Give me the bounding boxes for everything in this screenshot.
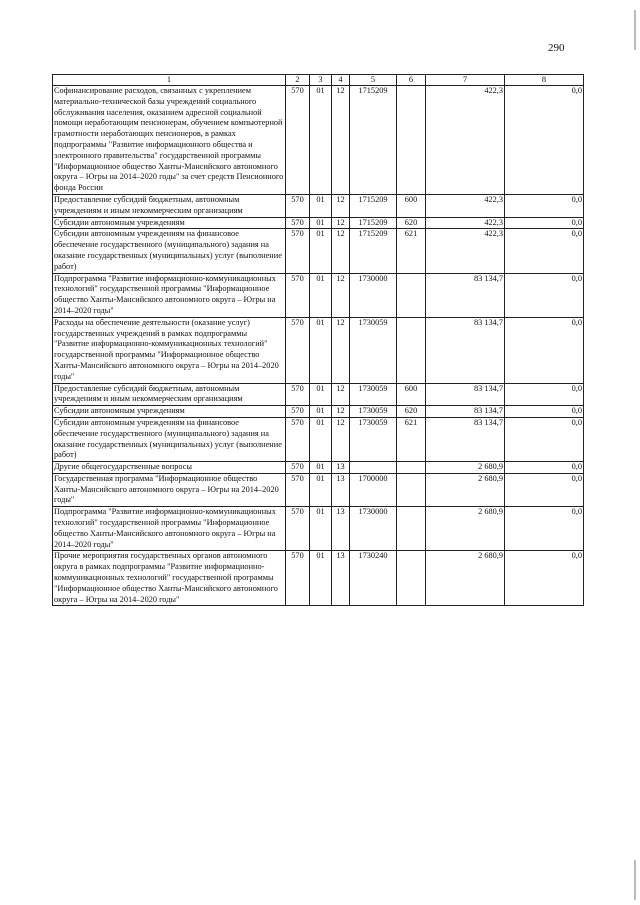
- section-cell: 01: [310, 217, 332, 229]
- row-name-cell: Подпрограмма "Развитие информационно-коммуникационных технологий" государственной программы "Информационное общество Ханты-Мансийского автономного округа – Югры на 2014–2020 годы": [53, 507, 286, 551]
- admin-code-cell: 570: [286, 417, 310, 461]
- target-item-cell: 1730059: [350, 417, 397, 461]
- table-body: [53, 86, 584, 606]
- row-name-cell: Субсидии автономным учреждениям: [53, 406, 286, 418]
- target-item-cell: 1715209: [350, 194, 397, 217]
- amount-second-cell: 0,0: [505, 229, 584, 273]
- amount-cell: 2 680,9: [426, 507, 505, 551]
- amount-cell: 422,3: [426, 217, 505, 229]
- subsection-cell: 12: [332, 317, 350, 383]
- table-row: [53, 406, 584, 418]
- amount-second-cell: 0,0: [505, 406, 584, 418]
- amount-cell: 422,3: [426, 229, 505, 273]
- expense-type-cell: 600: [397, 383, 426, 406]
- section-cell: 01: [310, 229, 332, 273]
- expense-type-cell: [397, 473, 426, 506]
- target-item-cell: 1730240: [350, 551, 397, 606]
- target-item-cell: 1730059: [350, 317, 397, 383]
- amount-second-cell: 0,0: [505, 551, 584, 606]
- admin-code-cell: 570: [286, 217, 310, 229]
- amount-second-cell: 0,0: [505, 417, 584, 461]
- table-row: [53, 86, 584, 195]
- row-name-cell: Предоставление субсидий бюджетным, автономным учреждениям и иным некоммерческим организациям: [53, 194, 286, 217]
- subsection-cell: 13: [332, 473, 350, 506]
- admin-code-cell: 570: [286, 462, 310, 474]
- target-item-cell: 1730000: [350, 507, 397, 551]
- row-name-cell: Субсидии автономным учреждениям: [53, 217, 286, 229]
- target-item-cell: 1715209: [350, 217, 397, 229]
- subsection-cell: 12: [332, 86, 350, 195]
- subsection-cell: 12: [332, 194, 350, 217]
- subsection-cell: 13: [332, 551, 350, 606]
- amount-second-cell: 0,0: [505, 217, 584, 229]
- target-item-cell: 1715209: [350, 229, 397, 273]
- table-row: [53, 317, 584, 383]
- row-name-cell: Софинансирование расходов, связанных с укреплением материально-технической базы учреждений социального обслуживания населения, оказанием адресной социальной помощи неработающим пенсионерам, обучением компьютерной грамотности неработающих пенсионеров, в рамках подпрограммы "Развитие информационного общества и электронного правительства" государственной программы "Информационное общество Ханты-Мансийского автономного округа – Югры на 2014–2020 годы" за счет средств Пенсионного фонда России: [53, 86, 286, 195]
- target-item-cell: 1700000: [350, 473, 397, 506]
- table-row: [53, 194, 584, 217]
- amount-second-cell: 0,0: [505, 507, 584, 551]
- section-cell: 01: [310, 417, 332, 461]
- scan-edge-mark: [634, 10, 636, 50]
- row-name-cell: Субсидии автономным учреждениям на финансовое обеспечение государственного (муниципального) задания на оказание государственных (муниципальных) услуг (выполнение работ): [53, 229, 286, 273]
- amount-cell: 83 134,7: [426, 383, 505, 406]
- header-row: [53, 75, 584, 86]
- column-header: 1: [53, 75, 286, 86]
- admin-code-cell: 570: [286, 383, 310, 406]
- table-row: [53, 217, 584, 229]
- table-row: [53, 473, 584, 506]
- subsection-cell: 13: [332, 462, 350, 474]
- admin-code-cell: 570: [286, 473, 310, 506]
- column-header: 7: [426, 75, 505, 86]
- section-cell: 01: [310, 406, 332, 418]
- section-cell: 01: [310, 317, 332, 383]
- row-name-cell: Другие общегосударственные вопросы: [53, 462, 286, 474]
- amount-second-cell: 0,0: [505, 194, 584, 217]
- admin-code-cell: 570: [286, 273, 310, 317]
- admin-code-cell: 570: [286, 406, 310, 418]
- amount-second-cell: 0,0: [505, 317, 584, 383]
- admin-code-cell: 570: [286, 194, 310, 217]
- admin-code-cell: 570: [286, 229, 310, 273]
- expense-type-cell: 620: [397, 217, 426, 229]
- amount-second-cell: 0,0: [505, 86, 584, 195]
- expense-type-cell: [397, 551, 426, 606]
- column-header: 3: [310, 75, 332, 86]
- row-name-cell: Государственная программа "Информационное общество Ханты-Мансийского автономного округа – Югры на 2014–2020 годы": [53, 473, 286, 506]
- column-header: 2: [286, 75, 310, 86]
- expense-type-cell: [397, 86, 426, 195]
- expense-type-cell: 621: [397, 229, 426, 273]
- section-cell: 01: [310, 273, 332, 317]
- amount-second-cell: 0,0: [505, 383, 584, 406]
- target-item-cell: [350, 462, 397, 474]
- subsection-cell: 12: [332, 273, 350, 317]
- section-cell: 01: [310, 473, 332, 506]
- admin-code-cell: 570: [286, 317, 310, 383]
- subsection-cell: 12: [332, 383, 350, 406]
- amount-cell: 83 134,7: [426, 406, 505, 418]
- subsection-cell: 12: [332, 217, 350, 229]
- row-name-cell: Субсидии автономным учреждениям на финансовое обеспечение государственного (муниципального) задания на оказание государственных (муниципальных) услуг (выполнение работ): [53, 417, 286, 461]
- subsection-cell: 12: [332, 229, 350, 273]
- column-header: 8: [505, 75, 584, 86]
- amount-cell: 83 134,7: [426, 417, 505, 461]
- subsection-cell: 13: [332, 507, 350, 551]
- expense-type-cell: 600: [397, 194, 426, 217]
- amount-cell: 83 134,7: [426, 317, 505, 383]
- column-header: 5: [350, 75, 397, 86]
- admin-code-cell: 570: [286, 551, 310, 606]
- amount-cell: 2 680,9: [426, 551, 505, 606]
- section-cell: 01: [310, 383, 332, 406]
- target-item-cell: 1730059: [350, 383, 397, 406]
- admin-code-cell: 570: [286, 507, 310, 551]
- amount-cell: 2 680,9: [426, 473, 505, 506]
- row-name-cell: Прочие мероприятия государственных органов автономного округа в рамках подпрограммы "Развитие информационно-коммуникационных технологий" государственной программы "Информационное общество Ханты-Мансийского автономного округа – Югры на 2014–2020 годы": [53, 551, 286, 606]
- section-cell: 01: [310, 551, 332, 606]
- subsection-cell: 12: [332, 417, 350, 461]
- column-header: 6: [397, 75, 426, 86]
- table-row: [53, 273, 584, 317]
- expense-type-cell: [397, 507, 426, 551]
- amount-cell: 422,3: [426, 86, 505, 195]
- table-row: [53, 383, 584, 406]
- table-row: [53, 417, 584, 461]
- section-cell: 01: [310, 507, 332, 551]
- budget-table: [52, 74, 584, 606]
- table-row: [53, 229, 584, 273]
- scan-edge-mark: [634, 860, 636, 900]
- amount-cell: 2 680,9: [426, 462, 505, 474]
- amount-second-cell: 0,0: [505, 462, 584, 474]
- page-number: 290: [548, 42, 565, 54]
- amount-second-cell: 0,0: [505, 473, 584, 506]
- section-cell: 01: [310, 86, 332, 195]
- table-row: [53, 551, 584, 606]
- amount-cell: 422,3: [426, 194, 505, 217]
- row-name-cell: Подпрограмма "Развитие информационно-коммуникационных технологий" государственной программы "Информационное общество Ханты-Мансийского автономного округа – Югры на 2014–2020 годы": [53, 273, 286, 317]
- amount-cell: 83 134,7: [426, 273, 505, 317]
- section-cell: 01: [310, 462, 332, 474]
- table-row: [53, 507, 584, 551]
- expense-type-cell: 620: [397, 406, 426, 418]
- expense-type-cell: [397, 317, 426, 383]
- column-header: 4: [332, 75, 350, 86]
- section-cell: 01: [310, 194, 332, 217]
- row-name-cell: Предоставление субсидий бюджетным, автономным учреждениям и иным некоммерческим организациям: [53, 383, 286, 406]
- target-item-cell: 1715209: [350, 86, 397, 195]
- target-item-cell: 1730000: [350, 273, 397, 317]
- admin-code-cell: 570: [286, 86, 310, 195]
- expense-type-cell: 621: [397, 417, 426, 461]
- expense-type-cell: [397, 462, 426, 474]
- subsection-cell: 12: [332, 406, 350, 418]
- amount-second-cell: 0,0: [505, 273, 584, 317]
- target-item-cell: 1730059: [350, 406, 397, 418]
- table-row: [53, 462, 584, 474]
- row-name-cell: Расходы на обеспечение деятельности (оказание услуг) государственных учреждений в рамках подпрограммы "Развитие информационно-коммуникационных технологий" государственной программы "Информационное общество Ханты-Мансийского автономного округа – Югры на 2014–2020 годы": [53, 317, 286, 383]
- expense-type-cell: [397, 273, 426, 317]
